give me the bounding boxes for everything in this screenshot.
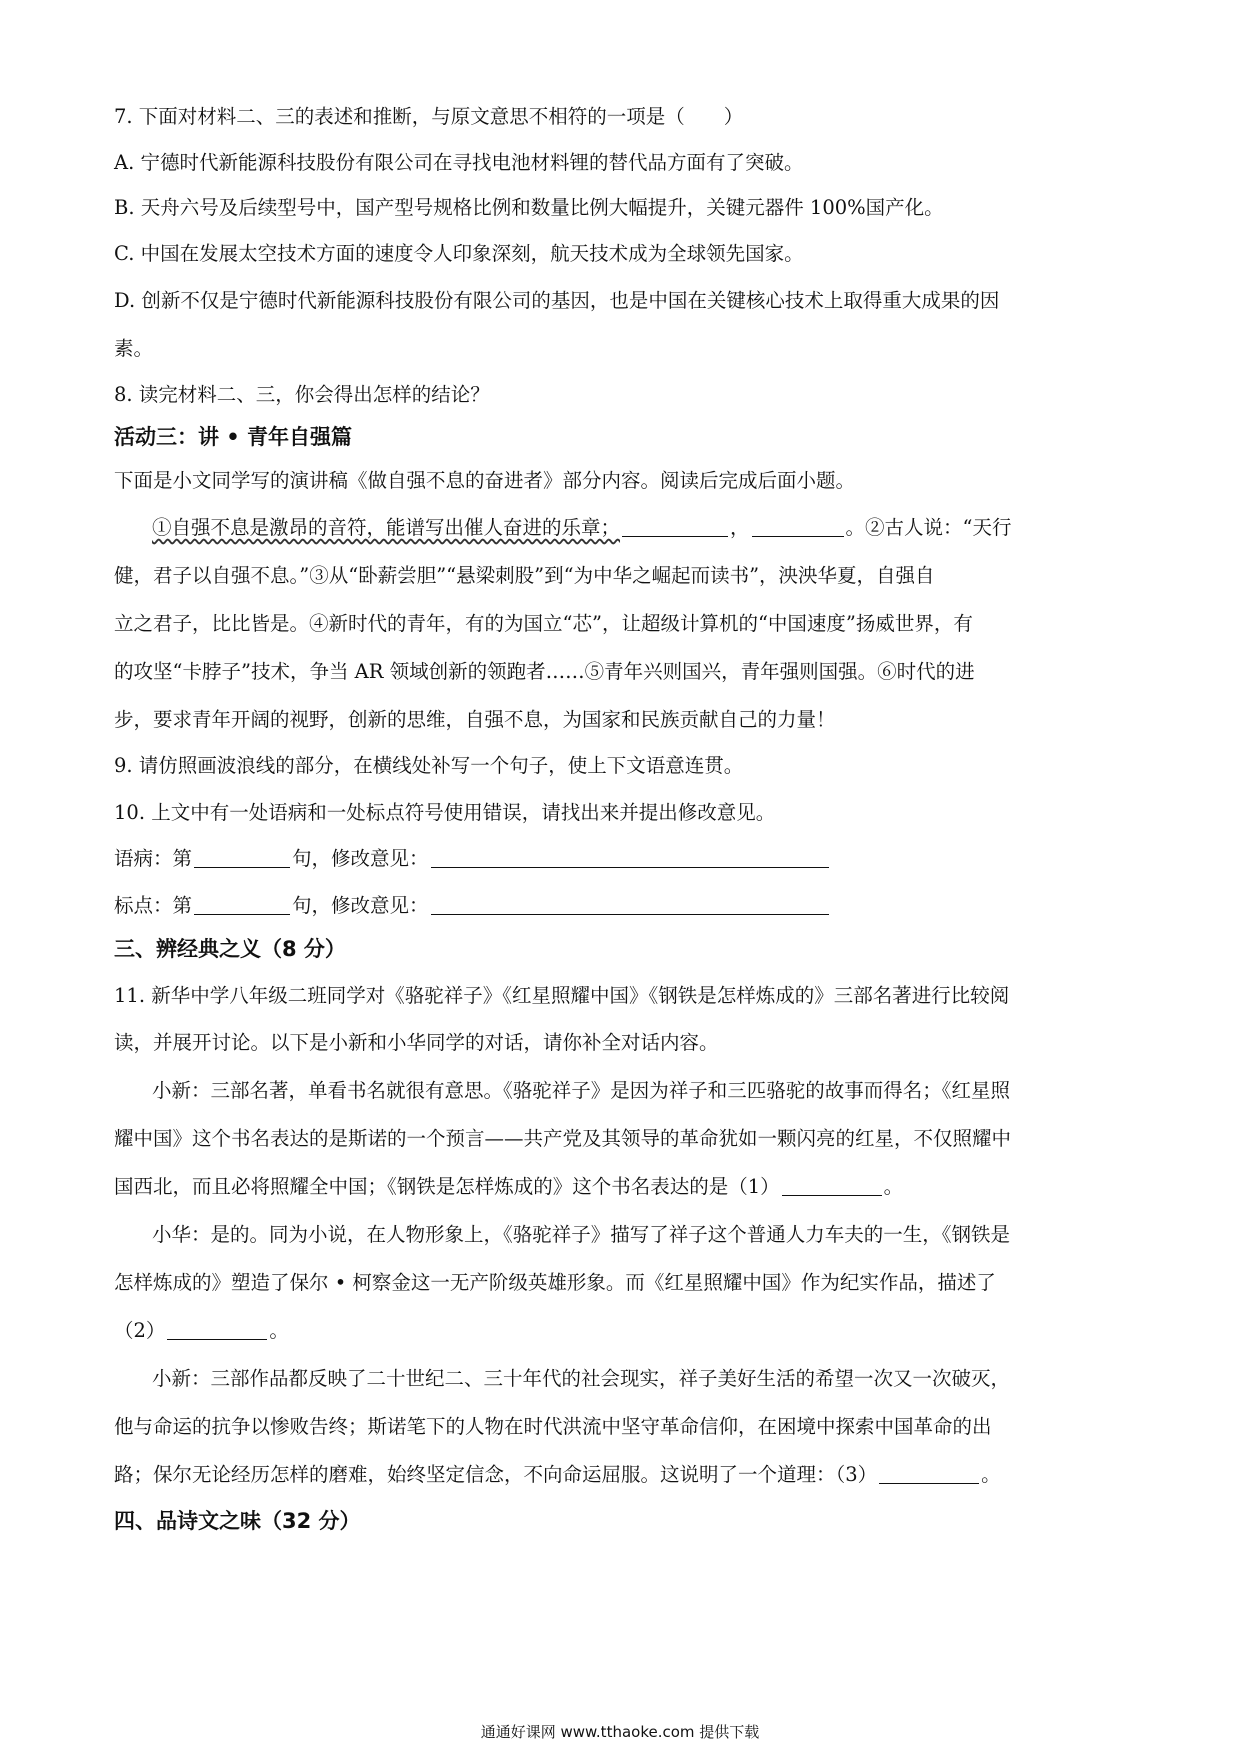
section4-heading: 四、品诗文之味（32 分） [114,1509,361,1533]
speech-line-4: 的攻坚“卡脖子”技术，争当 AR 领域创新的领跑者……⑤青年兴则国兴，青年强则国强。⑥时代的进 [114,660,975,683]
q7-option-a: A. 宁德时代新能源科技股份有限公司在寻找电池材料锂的替代品方面有了突破。 [114,151,804,174]
speech-line-2: 健，君子以自强不息。”③从“卧薪尝胆”“悬梁刺股”到“为中华之崛起而读书”，泱泱华夏，自强自 [114,564,935,587]
xiaoxin-1-line-1: 小新：三部名著，单看书名就很有意思。《骆驼祥子》是因为祥子和三匹骆驼的故事而得名；《红星照 [152,1079,1011,1102]
xiaohua-line-3: （2） 。 [114,1319,289,1342]
q7-option-d: D. 创新不仅是宁德时代新能源科技股份有限公司的基因，也是中国在关键核心技术上取得重大成果的因 [114,289,1000,312]
xiaoxin-2-line-3: 路；保尔无论经历怎样的磨难，始终坚定信念，不向命运屈服。这说明了一个道理：（3） 。 [114,1463,1001,1486]
speech-line-3: 立之君子，比比皆是。④新时代的青年，有的为国立“芯”，让超级计算机的“中国速度”扬威世界，有 [114,612,973,635]
footer-source-note: 通通好课网 www.tthaoke.com 提供下载 [480,1723,760,1741]
grammar-fix-blank[interactable] [431,847,829,868]
xiaoxin-1-line-2: 耀中国》这个书名表达的是斯诺的一个预言——共产党及其领导的革命犹如一颗闪亮的红星，不仅照耀中 [114,1127,1012,1150]
punctuation-fix-blank[interactable] [431,894,829,915]
q10-grammar-row: 语病：第 句，修改意见： [114,846,831,872]
q7-option-c: C. 中国在发展太空技术方面的速度令人印象深刻，航天技术成为全球领先国家。 [114,242,804,265]
answer-blank-3[interactable] [879,1463,979,1484]
speech-line-1: ①自强不息是激昂的音符，能谱写出催人奋进的乐章； ， 。②古人说：“天行 [152,516,1012,539]
xiaohua-line-1: 小华：是的。同为小说，在人物形象上，《骆驼祥子》描写了祥子这个普通人力车夫的一生，《钢铁是 [152,1223,1011,1246]
q10-punctuation-row: 标点：第 句，修改意见： [114,893,831,919]
fill-blank-1[interactable] [622,516,728,537]
section3-heading: 三、辨经典之义（8 分） [114,937,346,961]
punctuation-sentence-blank[interactable] [194,894,290,915]
xiaoxin-2-line-1: 小新：三部作品都反映了二十世纪二、三十年代的社会现实，祥子美好生活的希望一次又一次破灭， [152,1367,1011,1390]
answer-blank-1[interactable] [782,1175,882,1196]
q10-stem: 10. 上文中有一处语病和一处标点符号使用错误，请找出来并提出修改意见。 [114,801,776,824]
q11-stem-line-1: 11. 新华中学八年级二班同学对《骆驼祥子》《红星照耀中国》《钢铁是怎样炼成的》三部名著进行比较阅 [114,984,1010,1007]
activity3-intro: 下面是小文同学写的演讲稿《做自强不息的奋进者》部分内容。阅读后完成后面小题。 [114,469,856,492]
answer-blank-2[interactable] [167,1319,267,1340]
q7-stem: 7. 下面对材料二、三的表述和推断，与原文意思不相符的一项是（ ） [114,105,744,128]
fill-blank-2[interactable] [752,516,844,537]
xiaoxin-2-line-2: 他与命运的抗争以惨败告终；斯诺笔下的人物在时代洪流中坚守革命信仰，在困境中探索中国革命的出 [114,1415,992,1438]
xiaoxin-1-line-3: 国西北，而且必将照耀全中国；《钢铁是怎样炼成的》这个书名表达的是（1） 。 [114,1175,904,1198]
xiaohua-line-2: 怎样炼成的》塑造了保尔 • 柯察金这一无产阶级英雄形象。而《红星照耀中国》作为纪实作品，描述了 [114,1271,996,1294]
q7-option-b: B. 天舟六号及后续型号中，国产型号规格比例和数量比例大幅提升，关键元器件 100%国产化。 [114,196,944,219]
q7-option-d-cont: 素。 [114,337,154,360]
q11-stem-line-2: 读，并展开讨论。以下是小新和小华同学的对话，请你补全对话内容。 [114,1031,719,1054]
q8-stem: 8. 读完材料二、三，你会得出怎样的结论？ [114,383,490,406]
q9-stem: 9. 请仿照画波浪线的部分，在横线处补写一个句子，使上下文语意连贯。 [114,754,744,777]
grammar-sentence-blank[interactable] [194,847,290,868]
wavy-underlined-sentence: ①自强不息是激昂的音符，能谱写出催人奋进的乐章； [152,516,621,539]
speech-line-5: 步，要求青年开阔的视野，创新的思维，自强不息，为国家和民族贡献自己的力量！ [114,708,836,731]
activity3-heading: 活动三：讲 • 青年自强篇 [114,425,353,449]
